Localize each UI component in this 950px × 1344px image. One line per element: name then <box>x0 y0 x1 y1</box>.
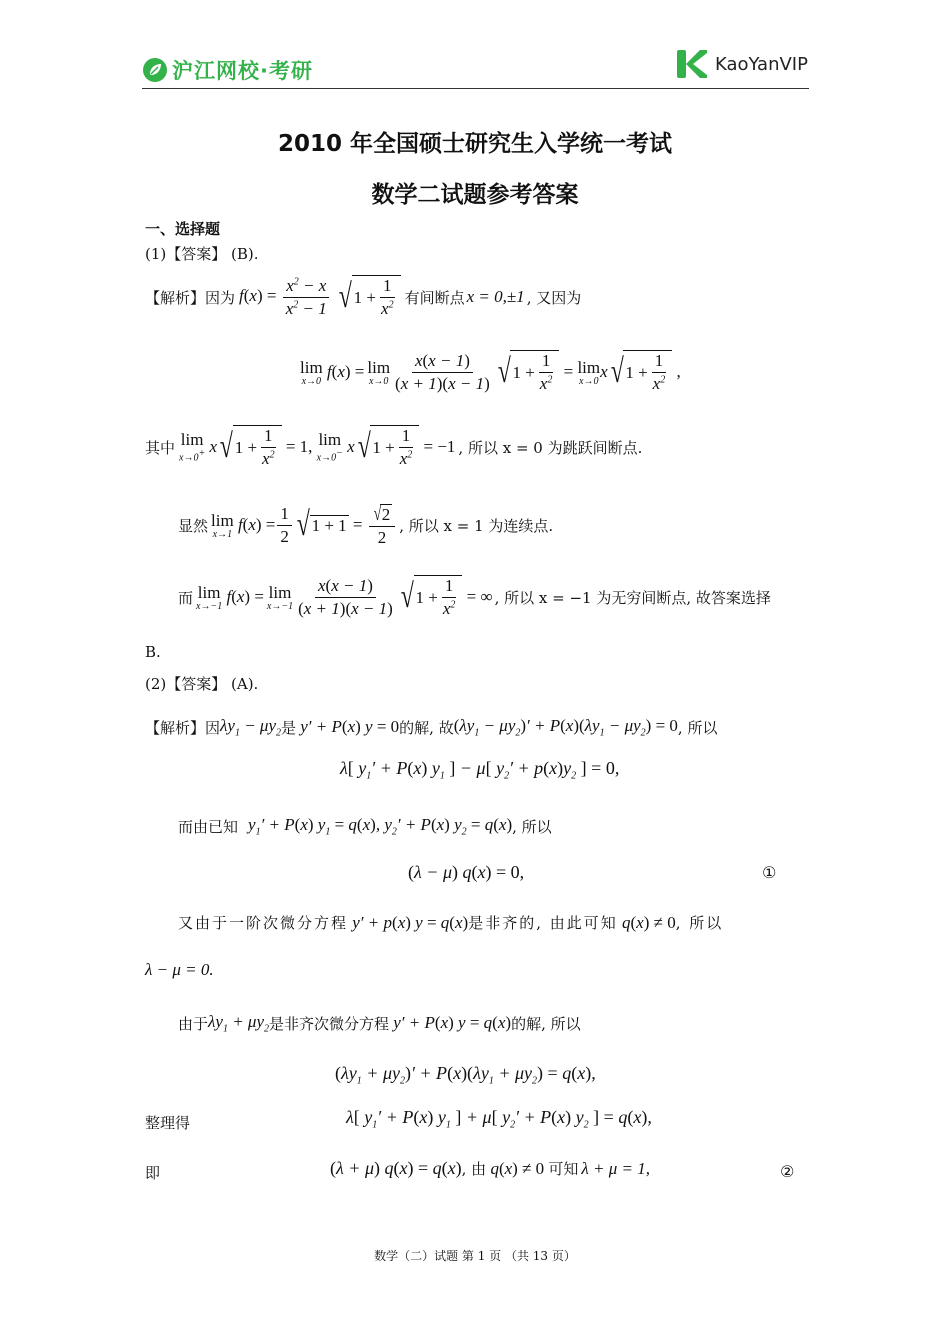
q2-analysis-line <box>145 716 717 738</box>
equation-marker-1: ① <box>762 863 777 882</box>
q2-ode: y′ + P(x) y = 0 <box>296 717 400 737</box>
q1-discontinuity-points: x = 0,±1 <box>466 287 525 306</box>
q2-sum-line <box>178 1012 581 1034</box>
q2-suoyi-a: , 所以 <box>677 718 718 737</box>
q2-ji-line <box>330 1158 650 1179</box>
q2-sum-substituted: $(\lambda y_1 + \mu y_2)' + P(x)(\lambda y_1 + \mu y_2) = q(x)$, <box>335 1063 596 1087</box>
q2-zhengli-equation: λ[ $y_1' + P(x)$ $y_1$ ] + μ[ $y_2' + P(x)$ $y_2$ ] = q(x), <box>346 1107 652 1131</box>
q2-shi: 是 <box>281 718 297 737</box>
q2-nonhomog-tail: 是非齐的, 由此可知 <box>468 914 618 932</box>
q1-fx-formula: f(x) = $\frac{x^2 - x}{x^2 - 1}$ √ 1 + $\frac{1}{x^2}$ <box>239 275 401 319</box>
q1-answer: (1)【答案】 (B). <box>145 245 259 263</box>
kaoyan-k-icon <box>675 47 709 81</box>
q1-limit-at-minus-one: lim x→−1 f(x) = lim x→−1 $\frac{x(x - 1)}{(x + 1)(x - 1)}$ √ 1 + $\frac{1}{x^2}$ = ∞ <box>196 575 493 618</box>
q2-known-equations: $y_1' + P(x) y_1 = q(x)$, $y_2' + P(x) y_2 = q(x)$ <box>248 815 513 838</box>
q2-substituted: $(\lambda y_1 - \mu y_2)' + P(x)(\lambda y_1 - \mu y_2) = 0$ <box>453 716 678 739</box>
q2-bracket-equation: λ[ $y_1' + P(x)$ $y_1$ ] − μ[ $y_2' + p(x)y_2$ ] = 0, <box>340 758 620 782</box>
q2-known-label: 而由已知 <box>178 817 239 836</box>
kaoyanvip-brand-text: KaoYanVIP <box>715 53 808 75</box>
q2-nonhomog-line <box>178 912 723 933</box>
q2-ji-condition: q(x) ≠ 0 <box>486 1158 545 1178</box>
q1-qizhong-label: 其中 <box>145 438 176 457</box>
q2-nonhomog-ode: y′ + p(x) y = q(x) <box>348 912 469 932</box>
q1-analysis-mid: 有间断点 <box>404 288 465 307</box>
q2-equation-1: (λ − μ) q(x) = 0, <box>408 862 525 882</box>
q1-answer-b: B. <box>145 643 161 661</box>
q2-lambda-minus-mu: λ − μ = 0. <box>145 960 214 979</box>
q2-ji-tail: 可知 <box>548 1160 579 1178</box>
q2-zhengli-label: 整理得 <box>145 1114 191 1132</box>
q2-known-line <box>178 815 552 837</box>
equation-marker-2: ② <box>780 1162 795 1181</box>
page-footer: 数学（二）试题 第 1 页 （共 13 页） <box>374 1249 576 1263</box>
q1-xianran-tail: , 所以 x = 1 为连续点. <box>399 516 554 535</box>
q2-ji-label: 即 <box>145 1164 161 1182</box>
q1-analysis-tail: , 又因为 <box>526 288 582 307</box>
q1-one-sided-limits: lim x→0+ x √ 1 + $\frac{1}{x^2}$ = 1, lim x→0− x √ 1 + $\frac{1}{x^2}$ = −1 <box>179 426 456 468</box>
q2-ji-equation: (λ + μ) q(x) = q(x) <box>330 1158 462 1178</box>
leaf-icon <box>142 57 168 83</box>
page-title: 2010 年全国硕士研究生入学统一考试 <box>277 131 673 157</box>
q2-suoyi-b: , 所以 <box>512 817 552 836</box>
q1-er-line <box>178 575 771 619</box>
q2-nonhomog-label: 又由于一阶次微分方程 <box>178 914 349 932</box>
kaoyanvip-logo <box>675 47 808 81</box>
q2-combo: $\lambda y_1 - \mu y_2$ <box>220 716 281 739</box>
q1-analysis-label: 【解析】因为 <box>145 288 236 307</box>
header-divider <box>142 88 809 89</box>
q2-q-nonzero: q(x) ≠ 0 <box>617 912 676 932</box>
q1-er-tail: , 所以 x = −1 为无穷间断点, 故答案选择 <box>494 588 771 607</box>
q2-dejie: 的解, 故 <box>399 718 454 737</box>
hujiang-logo <box>142 55 313 85</box>
q2-answer: (2)【答案】 (A). <box>145 675 259 693</box>
q1-limit-equation: lim x→0 f(x) = lim x→0 $\frac{x(x - 1)}{(x + 1)(x - 1)}$ √ 1 + $\frac{1}{x^2}$ = lim x→0 x √ 1 + $\frac{1}{x^2}$ , <box>300 350 681 393</box>
q1-qizhong-line <box>145 425 642 469</box>
q2-sum-tail: 的解, 所以 <box>511 1014 581 1033</box>
q2-sum-label: 由于 <box>178 1014 209 1033</box>
section-heading: 一、选择题 <box>145 220 221 238</box>
q2-sum-combo: $\lambda y_1 + \mu y_2$ <box>208 1012 269 1035</box>
q1-xianran-line <box>178 503 553 548</box>
q2-analysis-label: 【解析】因 <box>145 718 221 737</box>
q1-qizhong-tail: , 所以 x = 0 为跳跃间断点. <box>458 438 643 457</box>
q2-ji-result: λ + μ = 1, <box>581 1158 651 1178</box>
q2-nonhomog-tail2: , 所以 <box>675 914 724 932</box>
q1-analysis-line <box>145 275 581 319</box>
q2-sum-mid: 是非齐次微分方程 <box>269 1014 390 1033</box>
page-subtitle: 数学二试题参考答案 <box>371 182 579 208</box>
q1-er-label: 而 <box>178 588 194 607</box>
q1-xianran-label: 显然 <box>178 516 209 535</box>
q2-ji-mid: , 由 <box>461 1160 487 1178</box>
q1-limit-at-one: lim x→1 f(x) = $\frac{1}{2}$ √ 1 + 1 = √ 2 2 <box>211 503 397 548</box>
q2-sum-ode: y′ + P(x) y = q(x) <box>389 1013 512 1033</box>
hujiang-brand-text: 沪江网校·考研 <box>172 59 313 83</box>
